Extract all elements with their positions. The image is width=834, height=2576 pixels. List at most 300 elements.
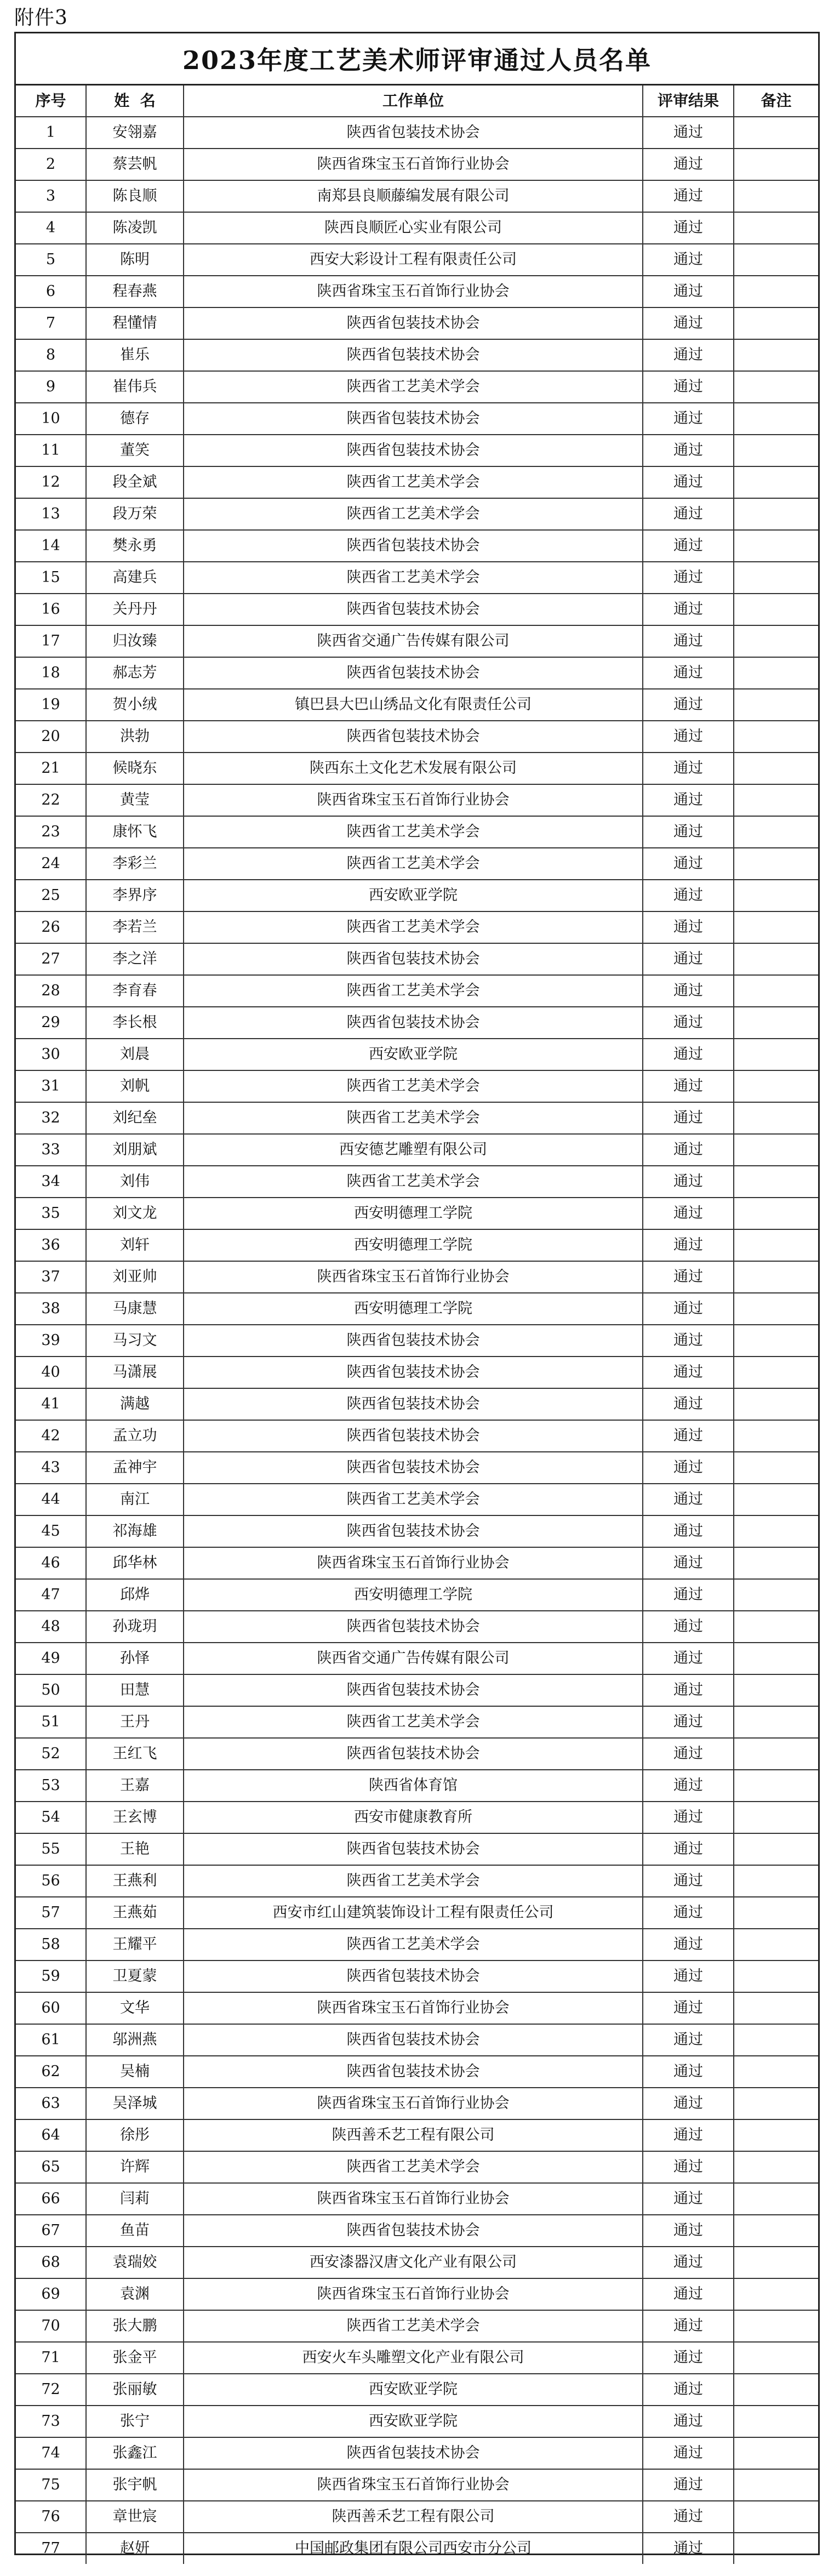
table-row (16, 1643, 818, 1674)
cell-review-result: 通过 (643, 2151, 734, 2183)
cell-name: 南江 (86, 1484, 184, 1515)
cell-name: 王丹 (86, 1706, 184, 1738)
cell-serial-number: 40 (16, 1357, 86, 1388)
cell-name: 徐彤 (86, 2119, 184, 2151)
cell-serial-number: 60 (16, 1992, 86, 2024)
cell-serial-number: 35 (16, 1198, 86, 1229)
cell-name: 文华 (86, 1992, 184, 2024)
cell-name: 康怀飞 (86, 816, 184, 848)
cell-serial-number: 69 (16, 2278, 86, 2310)
table-row (16, 2247, 818, 2278)
cell-remarks (734, 1961, 818, 1992)
cell-work-unit: 陕西省包装技术协会 (184, 1325, 643, 1357)
cell-remarks (734, 1484, 818, 1515)
cell-serial-number: 22 (16, 784, 86, 816)
table-row (16, 466, 818, 498)
cell-work-unit: 西安明德理工学院 (184, 1229, 643, 1261)
cell-remarks (734, 307, 818, 339)
table-row (16, 594, 818, 625)
cell-remarks (734, 149, 818, 180)
cell-serial-number: 62 (16, 2056, 86, 2088)
table-header-row (16, 86, 818, 117)
cell-serial-number: 9 (16, 371, 86, 403)
cell-work-unit: 陕西省包装技术协会 (184, 117, 643, 149)
cell-remarks (734, 117, 818, 149)
cell-work-unit: 陕西省包装技术协会 (184, 1611, 643, 1643)
cell-name: 赵妍 (86, 2533, 184, 2564)
cell-work-unit: 西安欧亚学院 (184, 2374, 643, 2406)
table-row (16, 1897, 818, 1929)
table-row (16, 244, 818, 276)
table-row (16, 721, 818, 753)
cell-review-result: 通过 (643, 2501, 734, 2533)
cell-review-result: 通过 (643, 721, 734, 753)
cell-name: 程懂情 (86, 307, 184, 339)
cell-name: 张大鹏 (86, 2310, 184, 2342)
cell-serial-number: 32 (16, 1102, 86, 1134)
table-row (16, 2215, 818, 2247)
table-row (16, 1261, 818, 1293)
cell-name: 孟立功 (86, 1420, 184, 1452)
cell-remarks (734, 880, 818, 911)
cell-review-result: 通过 (643, 1579, 734, 1611)
cell-remarks (734, 1579, 818, 1611)
cell-review-result: 通过 (643, 2533, 734, 2564)
table-row (16, 1452, 818, 1484)
cell-serial-number: 24 (16, 848, 86, 880)
table-row (16, 562, 818, 594)
cell-work-unit: 陕西省工艺美术学会 (184, 2151, 643, 2183)
table-row (16, 657, 818, 689)
table-row (16, 1770, 818, 1802)
cell-work-unit: 陕西省包装技术协会 (184, 1515, 643, 1547)
cell-review-result: 通过 (643, 2183, 734, 2215)
cell-review-result: 通过 (643, 1452, 734, 1484)
cell-work-unit: 陕西省工艺美术学会 (184, 1102, 643, 1134)
cell-review-result: 通过 (643, 1007, 734, 1039)
cell-remarks (734, 1134, 818, 1166)
cell-serial-number: 20 (16, 721, 86, 753)
table-row (16, 2278, 818, 2310)
cell-serial-number: 43 (16, 1452, 86, 1484)
cell-remarks (734, 721, 818, 753)
cell-name: 许辉 (86, 2151, 184, 2183)
cell-name: 刘晨 (86, 1039, 184, 1070)
cell-remarks (734, 689, 818, 721)
cell-review-result: 通过 (643, 371, 734, 403)
cell-serial-number: 5 (16, 244, 86, 276)
cell-work-unit: 陕西省工艺美术学会 (184, 2310, 643, 2342)
cell-review-result: 通过 (643, 594, 734, 625)
cell-serial-number: 25 (16, 880, 86, 911)
cell-name: 关丹丹 (86, 594, 184, 625)
cell-review-result: 通过 (643, 2247, 734, 2278)
cell-remarks (734, 1388, 818, 1420)
cell-name: 马康慧 (86, 1293, 184, 1325)
cell-name: 王红飞 (86, 1738, 184, 1770)
cell-name: 马习文 (86, 1325, 184, 1357)
cell-work-unit: 陕西省工艺美术学会 (184, 848, 643, 880)
table-body (16, 117, 818, 2564)
cell-remarks (734, 530, 818, 562)
cell-review-result: 通过 (643, 1706, 734, 1738)
cell-serial-number: 34 (16, 1166, 86, 1198)
cell-remarks (734, 1007, 818, 1039)
cell-serial-number: 18 (16, 657, 86, 689)
table-row (16, 276, 818, 307)
cell-work-unit: 中国邮政集团有限公司西安市分公司 (184, 2533, 643, 2564)
cell-name: 袁瑞姣 (86, 2247, 184, 2278)
cell-remarks (734, 1547, 818, 1579)
table-row (16, 498, 818, 530)
cell-work-unit: 西安欧亚学院 (184, 1039, 643, 1070)
table-row (16, 1833, 818, 1865)
cell-name: 满越 (86, 1388, 184, 1420)
cell-name: 王艳 (86, 1833, 184, 1865)
cell-name: 黄莹 (86, 784, 184, 816)
cell-review-result: 通过 (643, 1484, 734, 1515)
table-row (16, 2088, 818, 2119)
cell-name: 田慧 (86, 1674, 184, 1706)
cell-name: 蔡芸帆 (86, 149, 184, 180)
cell-name: 闫莉 (86, 2183, 184, 2215)
cell-review-result: 通过 (643, 816, 734, 848)
table-row (16, 1166, 818, 1198)
cell-work-unit: 陕西省包装技术协会 (184, 594, 643, 625)
cell-work-unit: 西安欧亚学院 (184, 2406, 643, 2437)
cell-serial-number: 13 (16, 498, 86, 530)
cell-remarks (734, 562, 818, 594)
cell-name: 归汝臻 (86, 625, 184, 657)
table-row (16, 435, 818, 466)
cell-remarks (734, 816, 818, 848)
cell-name: 刘轩 (86, 1229, 184, 1261)
cell-name: 王燕茹 (86, 1897, 184, 1929)
cell-work-unit: 陕西省工艺美术学会 (184, 975, 643, 1007)
cell-remarks (734, 212, 818, 244)
cell-remarks (734, 244, 818, 276)
cell-work-unit: 陕西省包装技术协会 (184, 307, 643, 339)
cell-work-unit: 陕西省包装技术协会 (184, 1961, 643, 1992)
cell-serial-number: 61 (16, 2024, 86, 2056)
cell-remarks (734, 1325, 818, 1357)
cell-remarks (734, 2437, 818, 2469)
cell-work-unit: 陕西东土文化艺术发展有限公司 (184, 753, 643, 784)
cell-remarks (734, 2342, 818, 2374)
cell-review-result: 通过 (643, 1515, 734, 1547)
cell-remarks (734, 1865, 818, 1897)
cell-remarks (734, 911, 818, 943)
cell-serial-number: 70 (16, 2310, 86, 2342)
cell-review-result: 通过 (643, 276, 734, 307)
cell-remarks (734, 2088, 818, 2119)
cell-work-unit: 陕西省工艺美术学会 (184, 1929, 643, 1961)
cell-work-unit: 陕西省工艺美术学会 (184, 1166, 643, 1198)
cell-review-result: 通过 (643, 2342, 734, 2374)
table-row (16, 2310, 818, 2342)
cell-work-unit: 陕西省工艺美术学会 (184, 1484, 643, 1515)
approved-list-table (16, 86, 818, 2564)
cell-serial-number: 38 (16, 1293, 86, 1325)
cell-remarks (734, 784, 818, 816)
cell-serial-number: 23 (16, 816, 86, 848)
cell-review-result: 通过 (643, 1674, 734, 1706)
cell-serial-number: 10 (16, 403, 86, 435)
table-row (16, 2119, 818, 2151)
cell-review-result: 通过 (643, 1388, 734, 1420)
cell-remarks (734, 1420, 818, 1452)
attachment-label: 附件3 (14, 7, 68, 29)
cell-serial-number: 8 (16, 339, 86, 371)
cell-remarks (734, 1357, 818, 1388)
cell-name: 孟神宇 (86, 1452, 184, 1484)
cell-review-result: 通过 (643, 2406, 734, 2437)
header-review-result: 评审结果 (643, 86, 734, 117)
cell-remarks (734, 1229, 818, 1261)
cell-name: 董笑 (86, 435, 184, 466)
cell-work-unit: 西安火车头雕塑文化产业有限公司 (184, 2342, 643, 2374)
cell-name: 孙珑玥 (86, 1611, 184, 1643)
cell-review-result: 通过 (643, 975, 734, 1007)
cell-review-result: 通过 (643, 689, 734, 721)
cell-review-result: 通过 (643, 2437, 734, 2469)
cell-remarks (734, 1166, 818, 1198)
cell-work-unit: 西安明德理工学院 (184, 1293, 643, 1325)
table-row (16, 403, 818, 435)
table-row (16, 1134, 818, 1166)
cell-remarks (734, 2215, 818, 2247)
table-row (16, 1357, 818, 1388)
cell-remarks (734, 657, 818, 689)
cell-work-unit: 陕西省交通广告传媒有限公司 (184, 625, 643, 657)
table-row (16, 1293, 818, 1325)
table-row (16, 530, 818, 562)
table-row (16, 212, 818, 244)
cell-serial-number: 50 (16, 1674, 86, 1706)
cell-work-unit: 镇巴县大巴山绣品文化有限责任公司 (184, 689, 643, 721)
cell-serial-number: 63 (16, 2088, 86, 2119)
header-work-unit: 工作单位 (184, 86, 643, 117)
cell-serial-number: 46 (16, 1547, 86, 1579)
cell-remarks (734, 435, 818, 466)
cell-work-unit: 陕西省包装技术协会 (184, 403, 643, 435)
cell-work-unit: 西安明德理工学院 (184, 1198, 643, 1229)
cell-work-unit: 陕西省珠宝玉石首饰行业协会 (184, 784, 643, 816)
cell-remarks (734, 1198, 818, 1229)
cell-work-unit: 陕西省珠宝玉石首饰行业协会 (184, 276, 643, 307)
table-row (16, 2151, 818, 2183)
table-row (16, 149, 818, 180)
cell-work-unit: 陕西省包装技术协会 (184, 1388, 643, 1420)
cell-serial-number: 31 (16, 1070, 86, 1102)
cell-review-result: 通过 (643, 1833, 734, 1865)
cell-remarks (734, 498, 818, 530)
cell-review-result: 通过 (643, 435, 734, 466)
cell-review-result: 通过 (643, 1070, 734, 1102)
cell-remarks (734, 2056, 818, 2088)
cell-name: 李长根 (86, 1007, 184, 1039)
table-row (16, 180, 818, 212)
table-row (16, 2406, 818, 2437)
cell-serial-number: 36 (16, 1229, 86, 1261)
cell-remarks (734, 403, 818, 435)
cell-review-result: 通过 (643, 911, 734, 943)
cell-name: 崔乐 (86, 339, 184, 371)
table-row (16, 371, 818, 403)
cell-work-unit: 陕西省包装技术协会 (184, 2437, 643, 2469)
cell-remarks (734, 1611, 818, 1643)
cell-serial-number: 75 (16, 2469, 86, 2501)
cell-serial-number: 41 (16, 1388, 86, 1420)
cell-name: 李界序 (86, 880, 184, 911)
cell-remarks (734, 2406, 818, 2437)
cell-name: 章世宸 (86, 2501, 184, 2533)
cell-remarks (734, 753, 818, 784)
cell-remarks (734, 2469, 818, 2501)
cell-review-result: 通过 (643, 1961, 734, 1992)
cell-remarks (734, 339, 818, 371)
cell-serial-number: 71 (16, 2342, 86, 2374)
cell-name: 邱华林 (86, 1547, 184, 1579)
cell-remarks (734, 2310, 818, 2342)
cell-serial-number: 15 (16, 562, 86, 594)
cell-remarks (734, 2183, 818, 2215)
cell-review-result: 通过 (643, 1166, 734, 1198)
cell-name: 郝志芳 (86, 657, 184, 689)
cell-review-result: 通过 (643, 1738, 734, 1770)
table-row (16, 2183, 818, 2215)
cell-serial-number: 44 (16, 1484, 86, 1515)
cell-serial-number: 16 (16, 594, 86, 625)
cell-work-unit: 西安市健康教育所 (184, 1802, 643, 1833)
cell-name: 王燕利 (86, 1865, 184, 1897)
cell-remarks (734, 975, 818, 1007)
cell-name: 安翎嘉 (86, 117, 184, 149)
cell-work-unit: 陕西省包装技术协会 (184, 721, 643, 753)
table-row (16, 117, 818, 149)
table-row (16, 1515, 818, 1547)
cell-work-unit: 陕西省包装技术协会 (184, 530, 643, 562)
cell-serial-number: 29 (16, 1007, 86, 1039)
cell-review-result: 通过 (643, 657, 734, 689)
cell-work-unit: 陕西省工艺美术学会 (184, 498, 643, 530)
cell-review-result: 通过 (643, 1643, 734, 1674)
cell-serial-number: 6 (16, 276, 86, 307)
cell-work-unit: 陕西省珠宝玉石首饰行业协会 (184, 1261, 643, 1293)
cell-name: 吴泽城 (86, 2088, 184, 2119)
cell-serial-number: 17 (16, 625, 86, 657)
cell-review-result: 通过 (643, 180, 734, 212)
cell-work-unit: 西安漆器汉唐文化产业有限公司 (184, 2247, 643, 2278)
cell-remarks (734, 1102, 818, 1134)
cell-serial-number: 73 (16, 2406, 86, 2437)
cell-serial-number: 42 (16, 1420, 86, 1452)
cell-name: 陈良顺 (86, 180, 184, 212)
cell-work-unit: 陕西省珠宝玉石首饰行业协会 (184, 2469, 643, 2501)
table-row (16, 784, 818, 816)
cell-remarks (734, 1706, 818, 1738)
table-row (16, 1102, 818, 1134)
table-row (16, 1039, 818, 1070)
cell-serial-number: 4 (16, 212, 86, 244)
document-frame (14, 32, 820, 2555)
cell-serial-number: 2 (16, 149, 86, 180)
table-row (16, 1388, 818, 1420)
table-row (16, 753, 818, 784)
cell-review-result: 通过 (643, 784, 734, 816)
table-row (16, 1198, 818, 1229)
cell-work-unit: 陕西省工艺美术学会 (184, 911, 643, 943)
cell-name: 李育春 (86, 975, 184, 1007)
cell-work-unit: 西安欧亚学院 (184, 880, 643, 911)
cell-name: 邬洲燕 (86, 2024, 184, 2056)
cell-remarks (734, 1802, 818, 1833)
table-row (16, 1674, 818, 1706)
cell-work-unit: 陕西省包装技术协会 (184, 2024, 643, 2056)
header-name: 姓 名 (86, 86, 184, 117)
cell-serial-number: 72 (16, 2374, 86, 2406)
cell-serial-number: 74 (16, 2437, 86, 2469)
cell-remarks (734, 1674, 818, 1706)
cell-serial-number: 64 (16, 2119, 86, 2151)
table-row (16, 2056, 818, 2088)
cell-review-result: 通过 (643, 880, 734, 911)
cell-name: 袁渊 (86, 2278, 184, 2310)
cell-work-unit: 陕西善禾艺工程有限公司 (184, 2119, 643, 2151)
cell-name: 王耀平 (86, 1929, 184, 1961)
cell-work-unit: 陕西省包装技术协会 (184, 1833, 643, 1865)
header-serial-number: 序号 (16, 86, 86, 117)
cell-work-unit: 陕西省包装技术协会 (184, 1420, 643, 1452)
table-row (16, 816, 818, 848)
cell-name: 祁海雄 (86, 1515, 184, 1547)
cell-serial-number: 65 (16, 2151, 86, 2183)
cell-review-result: 通过 (643, 1547, 734, 1579)
table-row (16, 1484, 818, 1515)
table-row (16, 339, 818, 371)
cell-review-result: 通过 (643, 466, 734, 498)
cell-review-result: 通过 (643, 1897, 734, 1929)
cell-serial-number: 21 (16, 753, 86, 784)
cell-review-result: 通过 (643, 2278, 734, 2310)
cell-serial-number: 7 (16, 307, 86, 339)
cell-review-result: 通过 (643, 1865, 734, 1897)
cell-remarks (734, 2024, 818, 2056)
cell-serial-number: 11 (16, 435, 86, 466)
cell-serial-number: 51 (16, 1706, 86, 1738)
cell-serial-number: 47 (16, 1579, 86, 1611)
table-row (16, 1961, 818, 1992)
cell-work-unit: 陕西省工艺美术学会 (184, 562, 643, 594)
document-title: 2023年度工艺美术师评审通过人员名单 (16, 33, 818, 86)
cell-remarks (734, 1833, 818, 1865)
cell-review-result: 通过 (643, 1802, 734, 1833)
cell-work-unit: 陕西省工艺美术学会 (184, 816, 643, 848)
table-row (16, 1929, 818, 1961)
cell-work-unit: 南郑县良顺藤编发展有限公司 (184, 180, 643, 212)
cell-serial-number: 39 (16, 1325, 86, 1357)
cell-remarks (734, 1929, 818, 1961)
cell-review-result: 通过 (643, 2374, 734, 2406)
table-row (16, 911, 818, 943)
cell-name: 候晓东 (86, 753, 184, 784)
cell-work-unit: 西安市红山建筑装饰设计工程有限责任公司 (184, 1897, 643, 1929)
cell-work-unit: 陕西省工艺美术学会 (184, 1706, 643, 1738)
table-row (16, 2469, 818, 2501)
cell-name: 李若兰 (86, 911, 184, 943)
table-row (16, 2342, 818, 2374)
cell-review-result: 通过 (643, 1134, 734, 1166)
